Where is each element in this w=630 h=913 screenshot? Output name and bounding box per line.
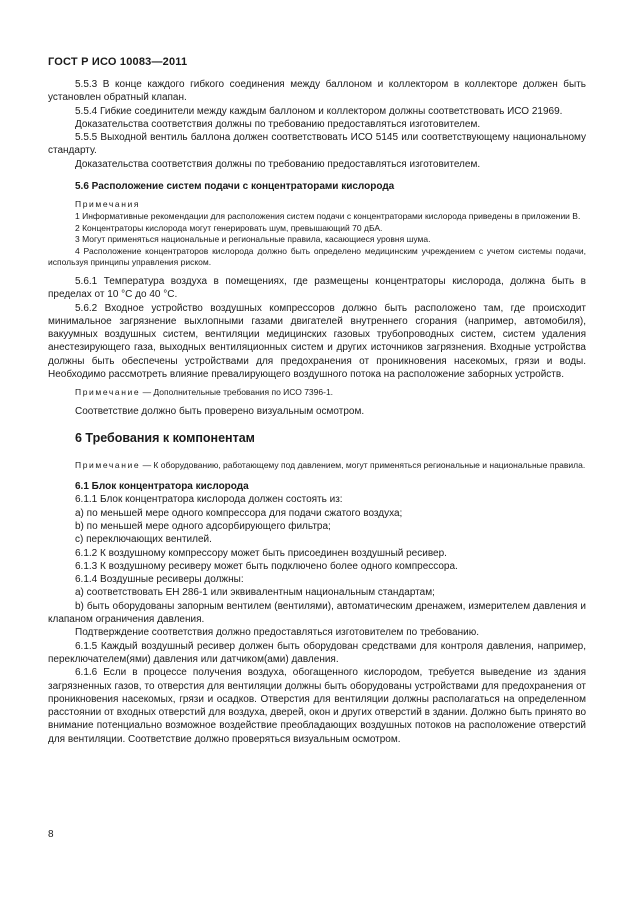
list-item-b: b) по меньшей мере одного адсорбирующего фильтра;	[75, 520, 331, 532]
note-text: — К оборудованию, работающему под давлением, могут применяться региональные и национальные правила.	[140, 459, 586, 470]
paragraph-5-6-2: 5.6.2 Входное устройство воздушных компрессоров должно быть расположено там, где происходит минимальное загрязнение выхлопными газами двигателей внутреннего сгорания (например, автомобиля), вакуумных воздушных систем, вентиляции медицинских газовых трубопроводных систем, систем удаления анестезирующего газа, выходных вентиляционных систем и других источников загрязнения. Входные устройства должны быть обеспечены устройствами для предохранения от проникновения насекомых, грязи и воды. Необходимо рассмотреть влияние превалирующего воздушного потока на расположение заборных устройств.	[48, 302, 586, 381]
line-6-1-1: 6.1.1 Блок концентратора кислорода должен состоять из:	[75, 494, 343, 506]
note-section-6	[48, 460, 586, 472]
paragraph-6-1-5: 6.1.5 Каждый воздушный ресивер должен быть оборудован средствами для контроля давления, например, переключателем(ями) давления или датчиком(ами) давления.	[48, 640, 586, 665]
paragraph-5-5-5: 5.5.5 Выходной вентиль баллона должен соответствовать ИСО 5145 или соответствующему национальному стандарту.	[48, 132, 586, 157]
line-6-1-4: 6.1.4 Воздушные ресиверы должны:	[75, 574, 244, 586]
note-2: 2 Концентраторы кислорода могут генерировать шум, превышающий 70 дБА.	[75, 222, 383, 233]
heading-section-6: 6 Требования к компонентам	[75, 431, 255, 446]
paragraph-6-1-6: 6.1.6 Если в процессе получения воздуха, обогащенного кислородом, требуется выведение из здания загрязненных газов, то отверстия для вентиляции должны быть оборудованы устройствами для предохранения от проникновения насекомых, грязи и осадков. Отверстия для вентиляции должны располагаться на определенном расстоянии от входных отверстий для воздуха, дверей, окон и других отверстий в здании. Должно быть принято во внимание потенциально возможное воздействие преобладающих воздушных потоков на расположение отверстий для вентиляции. Соответствие должно проверяться визуальным осмотром.	[48, 667, 586, 745]
paragraph-5-5-3: 5.5.3 В конце каждого гибкого соединения между баллоном и коллектором в коллекторе должен быть установлен обратный клапан.	[48, 79, 586, 104]
page-content	[48, 78, 586, 746]
paragraph-6-1-4-evidence: Подтверждение соответствия должно предоставляться изготовителем по требованию.	[75, 627, 479, 639]
standard-header: ГОСТ Р ИСО 10083—2011	[48, 56, 188, 68]
paragraph-5-5-4: 5.5.4 Гибкие соединители между каждым баллоном и коллектором должны соответствовать ИСО 21969.	[75, 105, 563, 117]
note-1: 1 Информативные рекомендации для расположения систем подачи с концентраторами кислорода приведены в приложении B.	[75, 210, 581, 221]
heading-6-1: 6.1 Блок концентратора кислорода	[75, 481, 249, 493]
note-label: Примечание	[75, 459, 141, 470]
list-item-6-1-4-a: a) соответствовать ЕН 286-1 или эквивалентным национальным стандартам;	[75, 587, 435, 599]
paragraph-5-5-5-evidence: Доказательства соответствия должны по требованию предоставляться изготовителем.	[75, 158, 481, 170]
line-6-1-3: 6.1.3 К воздушному ресиверу может быть подключено более одного компрессора.	[75, 560, 458, 572]
note-3: 3 Могут применяться национальные и региональные правила, касающиеся уровня шума.	[75, 234, 431, 245]
list-item-a: a) по меньшей мере одного компрессора для подачи сжатого воздуха;	[75, 507, 403, 519]
heading-5-6: 5.6 Расположение систем подачи с концентраторами кислорода	[75, 181, 395, 193]
note-text: — Дополнительные требования по ИСО 7396-1.	[140, 387, 334, 398]
page-number: 8	[48, 829, 54, 840]
list-item-c: c) переключающих вентилей.	[75, 534, 212, 546]
paragraph-5-5-4-evidence: Доказательства соответствия должны по требованию предоставляться изготовителем.	[75, 118, 481, 130]
notes-label: Примечания	[75, 199, 141, 210]
compliance-5-6: Соответствие должно быть проверено визуальным осмотром.	[75, 405, 365, 417]
note-label: Примечание	[75, 387, 141, 398]
list-item-6-1-4-b: b) быть оборудованы запорным вентилем (вентилями), автоматическим дренажем, измерителем давления и клапаном ограничения давления.	[48, 600, 586, 626]
paragraph-5-6-1: 5.6.1 Температура воздуха в помещениях, где размещены концентраторы кислорода, должна быть в пределах от 10 °С до 40 °С.	[48, 275, 586, 301]
note-4: 4 Расположение концентраторов кислорода должно быть определено медицинским учреждением с учетом системы подачи, используя принципы управления риском.	[48, 245, 586, 268]
line-6-1-2: 6.1.2 К воздушному компрессору может быть присоединен воздушный ресивер.	[75, 547, 447, 559]
note-5-6-2	[48, 387, 586, 399]
